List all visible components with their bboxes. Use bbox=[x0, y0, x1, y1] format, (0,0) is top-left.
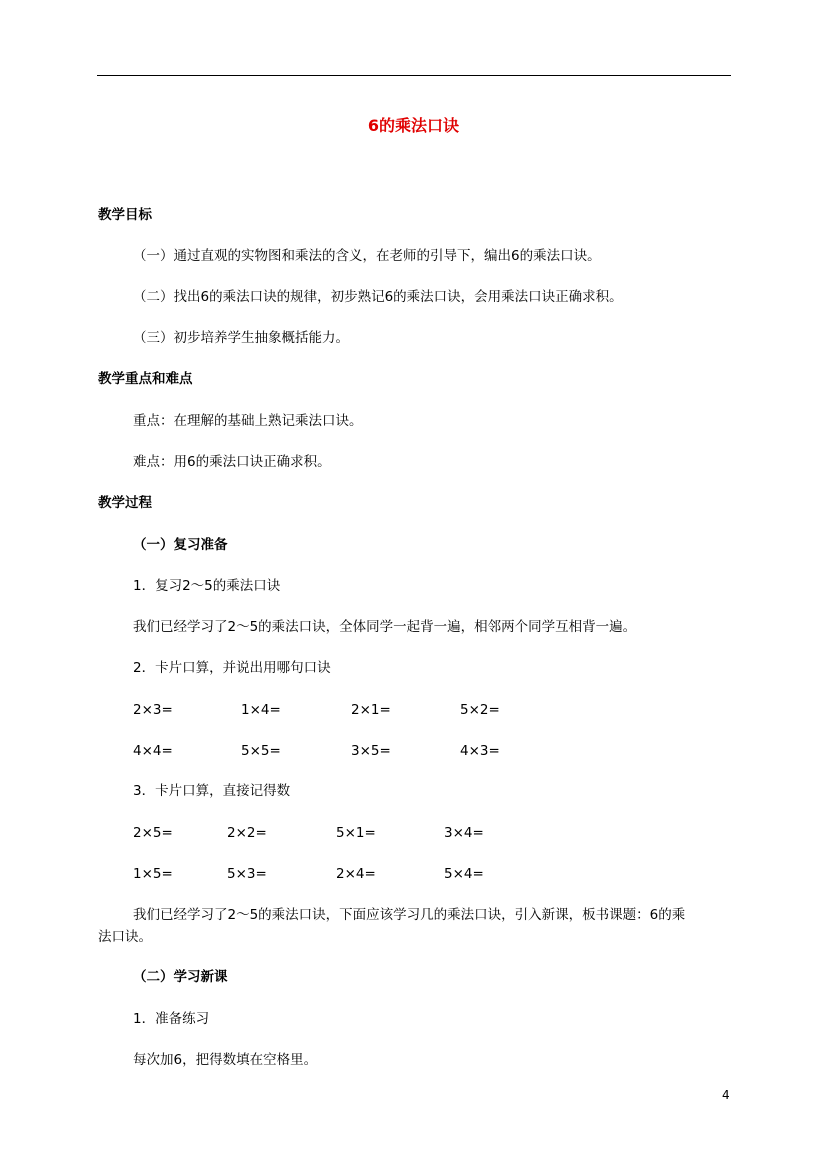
card-expression: 2×5= bbox=[133, 825, 173, 841]
card-expression: 5×5= bbox=[241, 743, 281, 759]
card-expression: 2×3= bbox=[133, 702, 173, 718]
new-lesson-heading: （二）学习新课 bbox=[133, 969, 228, 985]
card-expression: 4×4= bbox=[133, 743, 173, 759]
card-expression: 4×3= bbox=[460, 743, 500, 759]
key-heading: 教学重点和难点 bbox=[98, 371, 193, 387]
key-point: 重点：在理解的基础上熟记乘法口诀。 bbox=[133, 413, 363, 429]
header-rule bbox=[97, 75, 731, 76]
card-expression: 5×1= bbox=[336, 825, 376, 841]
review-item-3: 3．卡片口算，直接记得数 bbox=[133, 783, 291, 799]
card-expression: 2×4= bbox=[336, 866, 376, 882]
card-expression: 1×5= bbox=[133, 866, 173, 882]
review-item-2: 2．卡片口算，并说出用哪句口诀 bbox=[133, 660, 331, 676]
review-item-1: 1．复习2～5的乘法口诀 bbox=[133, 578, 281, 594]
card-expression: 5×2= bbox=[460, 702, 500, 718]
card-expression: 3×4= bbox=[444, 825, 484, 841]
card-expression: 1×4= bbox=[241, 702, 281, 718]
card-expression: 2×1= bbox=[351, 702, 391, 718]
process-heading: 教学过程 bbox=[98, 495, 152, 511]
intro-paragraph: 我们已经学习了2～5的乘法口诀，下面应该学习几的乘法口诀，引入新课，板书课题：6的乘 bbox=[133, 907, 686, 923]
review-item-1-text: 我们已经学习了2～5的乘法口诀，全体同学一起背一遍，相邻两个同学互相背一遍。 bbox=[133, 619, 637, 635]
new-item-1: 1．准备练习 bbox=[133, 1011, 210, 1027]
card-expression: 2×2= bbox=[227, 825, 267, 841]
card-expression: 5×3= bbox=[227, 866, 267, 882]
review-heading: （一）复习准备 bbox=[133, 537, 228, 553]
goal-2: （二）找出6的乘法口诀的规律，初步熟记6的乘法口诀，会用乘法口诀正确求积。 bbox=[133, 289, 623, 305]
goals-heading: 教学目标 bbox=[98, 207, 152, 223]
page-title: 6的乘法口诀 bbox=[367, 116, 460, 135]
page-number: 4 bbox=[722, 1088, 730, 1102]
goal-3: （三）初步培养学生抽象概括能力。 bbox=[133, 330, 349, 346]
goal-1: （一）通过直观的实物图和乘法的含义，在老师的引导下，编出6的乘法口诀。 bbox=[133, 248, 601, 264]
card-expression: 3×5= bbox=[351, 743, 391, 759]
difficulty: 难点：用6的乘法口诀正确求积。 bbox=[133, 454, 331, 470]
intro-paragraph-cont: 法口诀。 bbox=[98, 929, 152, 945]
new-item-1-text: 每次加6，把得数填在空格里。 bbox=[133, 1052, 318, 1068]
card-expression: 5×4= bbox=[444, 866, 484, 882]
